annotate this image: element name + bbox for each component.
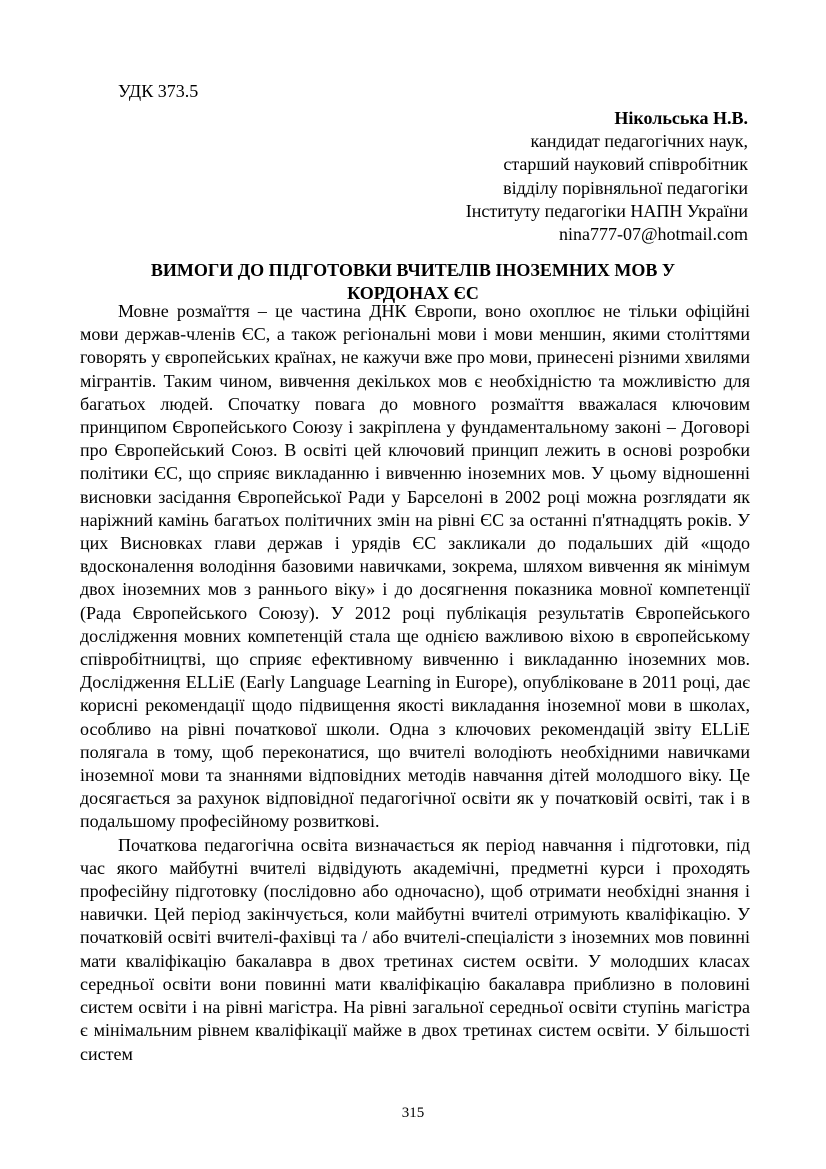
body-paragraph: Мовне розмаїття – це частина ДНК Європи, воно охоплює не тільки офіційні мови держав-членів ЄС, а також регіональні мови і мови меншин, якими століттями говорять у європейських країнах, не кажучи вже про мови, принесені різними хвилями мігрантів. Таким чином, вивчення декількох мов є необхідністю та можливістю для багатьох людей. Спочатку повага до мовного розмаїття вважалася ключовим принципом Європейського Союзу і закріплена у фундаментальному законі – Договорі про Європейський Союз. В освіті цей ключовий принцип лежить в основі розробки політики ЄС, що сприяє викладанню і вивченню іноземних мов. У цьому відношенні висновки засідання Європейської Ради у Барселоні в 2002 році можна розглядати як наріжний камінь багатьох політичних змін на рівні ЄС за останні п'ятнадцять років. У цих Висновках глави держав і урядів ЄС закликали до подальших дій «щодо вдосконалення володіння базовими навичками, зокрема, шляхом вивчення як мінімум двох іноземних мов з раннього віку» і до досягнення показника мовної компетенції (Рада Європейського Союзу). У 2012 році публікація результатів Європейського дослідження мовних компетенцій стала ще однією важливою віхою в європейському співробітництві, що сприяє ефективному вивченню і викладанню іноземних мов. Дослідження ELLiE (Early Language Learning in Europe), опубліковане в 2011 році, дає корисні рекомендації щодо підвищення якості викладання іноземної мови в школах, особливо на рівні початкової школи. Одна з ключових рекомендацій звіту ELLiE полягала в тому, щоб переконатися, що вчителі володіють необхідними навичками іноземної мови та знаннями відповідних методів навчання дітей молодшого віку. Це досягається за рахунок відповідної педагогічної освіти як у початковій освіті, так і в подальшому професійному розвиткові. <box>80 301 750 832</box>
body-paragraph: Початкова педагогічна освіта визначається як період навчання і підготовки, під час якого майбутні вчителі відвідують академічні, предметні курси і проходять професійну підготовку (послідовно або одночасно), щоб отримати необхідні знання і навички. Цей період закінчується, коли майбутні вчителі отримують кваліфікацію. У початковій освіті вчителі-фахівці та / або вчителі-спеціалісти з іноземних мов повинні мати кваліфікацію бакалавра в двох третинах систем освіти. У молодших класах середньої освіти вони повинні мати кваліфікацію бакалавра приблизно в половині систем освіти і на рівні магістра. На рівні загальної середньої освіти ступінь магістра є мінімальним рівнем кваліфікації майже в двох третинах систем освіти. У більшості систем <box>80 834 750 1064</box>
author-email: nina777-07@hotmail.com <box>558 224 748 245</box>
article-title <box>78 259 748 305</box>
author-institute: Інституту педагогіки НАПН України <box>465 200 748 221</box>
article-title-line: КОРДОНАХ ЄС <box>347 283 479 303</box>
author-name: Нікольська Н.В. <box>614 108 748 128</box>
article-title-line: ВИМОГИ ДО ПІДГОТОВКИ ВЧИТЕЛІВ ІНОЗЕМНИХ МОВ У <box>150 260 676 280</box>
author-department: відділу порівняльної педагогіки <box>503 177 748 198</box>
author-block <box>466 107 748 246</box>
author-degree: кандидат педагогічних наук, <box>530 131 748 152</box>
author-position: старший науковий співробітник <box>503 154 748 175</box>
article-body <box>80 300 750 1066</box>
udk-code: УДК 373.5 <box>118 81 199 101</box>
page-number: 315 <box>401 1105 425 1121</box>
